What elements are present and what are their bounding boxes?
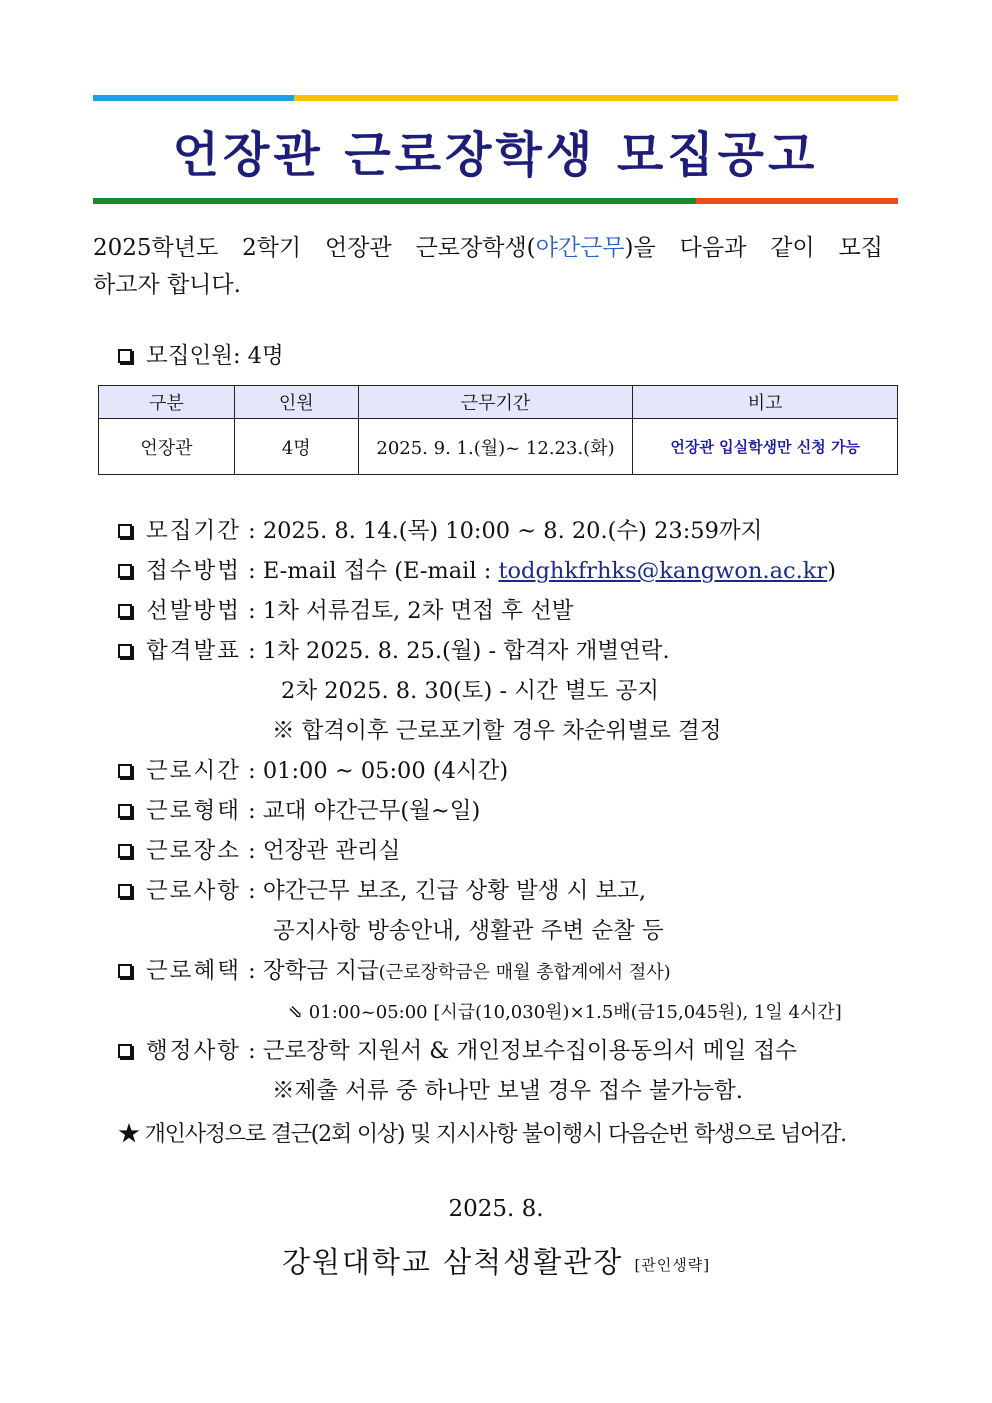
duty-label: 근로사항 bbox=[146, 878, 241, 904]
table-cell-note: 언장관 입실학생만 신청 가능 bbox=[633, 419, 898, 475]
table-cell: 4명 bbox=[234, 419, 358, 475]
checkbox-icon bbox=[118, 764, 132, 778]
seal-omitted: [관인생략] bbox=[634, 1256, 711, 1274]
intro-word: 2학기 bbox=[242, 235, 302, 261]
period-label: 모집기간 bbox=[146, 518, 241, 544]
intro-word: 2025학년도 bbox=[93, 235, 219, 261]
checkbox-icon bbox=[118, 844, 132, 858]
admin-note: ※제출 서류 중 하나만 보낼 경우 접수 불가능함. bbox=[272, 1078, 743, 1104]
result-line-2: 2차 2025. 8. 30(토) - 시간 별도 공지 bbox=[281, 678, 659, 704]
type-label: 근로형태 bbox=[146, 798, 241, 824]
recruit-count-item bbox=[118, 341, 284, 371]
place-label: 근로장소 bbox=[146, 838, 241, 864]
table-header-cell: 근무기간 bbox=[358, 386, 633, 419]
top-bar-blue-segment bbox=[93, 95, 294, 101]
select-value: : 1차 서류검토, 2차 면접 후 선발 bbox=[248, 598, 574, 624]
checkbox-icon bbox=[118, 1044, 132, 1058]
signer-line bbox=[0, 1240, 992, 1281]
intro-line-2: 하고자 합니다. bbox=[93, 272, 241, 298]
place-item bbox=[118, 836, 400, 866]
bottom-bar-orange-segment bbox=[696, 198, 898, 204]
apply-suffix: ) bbox=[827, 558, 836, 584]
checkbox-icon bbox=[118, 884, 132, 898]
result-label: 합격발표 bbox=[146, 638, 241, 664]
notice-date: 2025. 8. bbox=[448, 1196, 544, 1222]
period-value: : 2025. 8. 14.(목) 10:00 ~ 8. 20.(수) 23:59까지 bbox=[248, 518, 763, 544]
top-bar-yellow-segment bbox=[294, 95, 898, 101]
signer-name: 강원대학교 삼척생활관장 bbox=[281, 1245, 624, 1279]
table-header-cell: 비고 bbox=[633, 386, 898, 419]
benefit-item bbox=[118, 956, 671, 988]
duty-value: : 야간근무 보조, 긴급 상황 발생 시 보고, bbox=[248, 878, 647, 904]
table-cell: 2025. 9. 1.(월)~ 12.23.(화) bbox=[358, 419, 633, 475]
table-header-cell: 구분 bbox=[99, 386, 235, 419]
checkbox-icon bbox=[118, 524, 132, 538]
intro-line-1 bbox=[93, 230, 883, 267]
apply-prefix: : E-mail 접수 (E-mail : bbox=[248, 558, 499, 584]
result-value: : 1차 2025. 8. 25.(월) - 합격자 개별연락. bbox=[248, 638, 670, 664]
checkbox-icon bbox=[118, 604, 132, 618]
table-header-cell: 인원 bbox=[234, 386, 358, 419]
intro-paragraph bbox=[93, 230, 883, 304]
recruit-table bbox=[98, 385, 898, 475]
benefit-label: 근로혜택 bbox=[146, 958, 241, 984]
table-row bbox=[99, 419, 898, 475]
bottom-bar-green-segment bbox=[93, 198, 696, 204]
intro-word: 근로장학생( bbox=[415, 235, 536, 261]
intro-word: 언장관 bbox=[325, 235, 392, 261]
apply-item bbox=[118, 556, 836, 586]
duty-item bbox=[118, 876, 646, 906]
time-value: : 01:00 ~ 05:00 (4시간) bbox=[248, 758, 509, 784]
time-label: 근로시간 bbox=[146, 758, 241, 784]
benefit-value: : 장학금 지급 bbox=[248, 958, 379, 984]
type-value: : 교대 야간근무(월~일) bbox=[248, 798, 481, 824]
select-label: 선발방법 bbox=[146, 598, 241, 624]
bottom-color-bar bbox=[93, 198, 898, 204]
place-value: : 언장관 관리실 bbox=[248, 838, 401, 864]
page-title: 언장관 근로장학생 모집공고 bbox=[172, 127, 819, 183]
select-item bbox=[118, 596, 573, 626]
checkbox-icon bbox=[118, 644, 132, 658]
top-color-bar bbox=[93, 95, 898, 101]
email-link[interactable]: todghkfrhks@kangwon.ac.kr bbox=[498, 558, 828, 584]
intro-word-group bbox=[416, 230, 656, 267]
apply-label: 접수방법 bbox=[146, 558, 241, 584]
type-item bbox=[118, 796, 480, 826]
intro-highlight: 야간근무 bbox=[535, 235, 625, 261]
table-cell: 언장관 bbox=[99, 419, 235, 475]
table-header-row bbox=[99, 386, 898, 419]
checkbox-icon bbox=[118, 349, 132, 363]
result-item bbox=[118, 636, 670, 666]
admin-value: : 근로장학 지원서 & 개인정보수집이용동의서 메일 접수 bbox=[248, 1038, 797, 1064]
admin-item bbox=[118, 1036, 797, 1066]
star-note: ★ 개인사정으로 결근(2회 이상) 및 지시사항 불이행시 다음순번 학생으로 넘어감. bbox=[118, 1122, 846, 1147]
intro-word: 다음과 bbox=[679, 235, 747, 261]
time-item bbox=[118, 756, 508, 786]
benefit-small-note: (근로장학금은 매월 총합계에서 절사) bbox=[378, 962, 671, 983]
checkbox-icon bbox=[118, 564, 132, 578]
period-item bbox=[118, 516, 762, 546]
duty-line-2: 공지사항 방송안내, 생활관 주변 순찰 등 bbox=[273, 918, 664, 944]
intro-word: )을 bbox=[624, 235, 656, 261]
intro-word: 같이 bbox=[770, 235, 815, 261]
checkbox-icon bbox=[118, 964, 132, 978]
checkbox-icon bbox=[118, 804, 132, 818]
intro-word: 모집 bbox=[838, 235, 883, 261]
recruit-count: 모집인원: 4명 bbox=[146, 343, 284, 369]
result-note: ※ 합격이후 근로포기할 경우 차순위별로 결정 bbox=[272, 718, 722, 744]
admin-label: 행정사항 bbox=[146, 1038, 241, 1064]
benefit-detail: ⇘ 01:00~05:00 [시급(10,030원)×1.5배(금15,045원), 1일 4시간] bbox=[288, 1002, 842, 1023]
